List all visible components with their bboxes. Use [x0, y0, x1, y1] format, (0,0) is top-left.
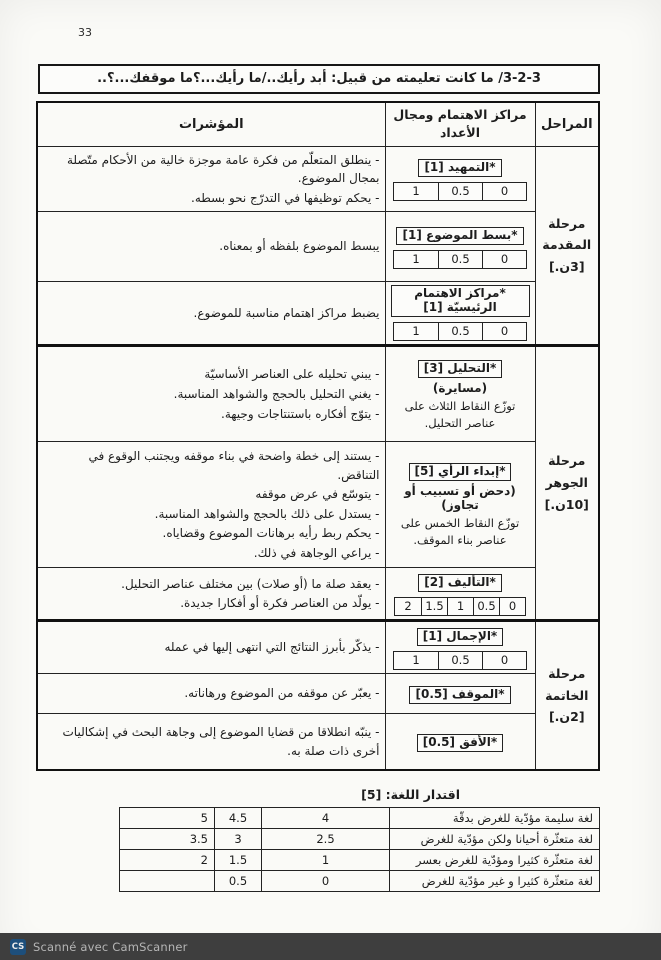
indicator-line: - يغني التحليل بالحجج والشواهد المناسبة.: [173, 386, 380, 401]
table-row: [37, 212, 599, 282]
focus-title: *الموقف [0.5]: [409, 686, 510, 704]
score-cell: 0: [499, 598, 525, 615]
language-section-title: اقتدار اللغة: [5]: [361, 786, 460, 802]
score-cell: 0: [482, 652, 526, 669]
score-scale: [394, 597, 526, 616]
stage-conclusion: مرحلة الخاتمة [2ن.]: [535, 621, 599, 770]
table-row: [37, 714, 599, 770]
language-score: 2.5: [262, 828, 390, 849]
score-cell: 0.5: [438, 183, 482, 200]
focus-tahlil: [385, 346, 535, 442]
camscanner-logo-icon: CS: [10, 939, 26, 955]
indicator-line: - يذكّر بأبرز النتائج التي انتهى إليها في عمله: [164, 640, 380, 655]
page-number: 33: [78, 26, 92, 39]
focus-ijmal: [385, 621, 535, 674]
language-level-label: لغة متعثّرة كثيرا ومؤدّية للغرض بعسر: [390, 849, 600, 870]
document-content: [38, 64, 600, 892]
score-scale: [393, 322, 527, 341]
table-row: [37, 442, 599, 568]
camscanner-watermark-text: Scanné avec CamScanner: [33, 939, 188, 954]
focus-title: *مراكز الاهتمام الرئيسيّة [1]: [391, 285, 530, 317]
language-score: 1.5: [215, 849, 262, 870]
focus-title: *بسط الموضوع [1]: [396, 227, 523, 245]
indicators-cell: [37, 674, 385, 714]
table-header-row: [37, 102, 599, 146]
indicator-line: - يبني تحليله على العناصر الأساسيّة: [204, 367, 380, 382]
indicator-line: - يراعي الوجاهة في ذلك.: [253, 545, 380, 560]
score-scale: [393, 651, 527, 670]
score-cell: 1.5: [421, 598, 447, 615]
indicator-line: - يحكم توظيفها في التدرّج نحو بسطه.: [191, 190, 380, 205]
score-cell: 1: [447, 598, 473, 615]
indicator-line: - يحكم ربط رأيه برهانات الموضوع وقضاياه.: [162, 526, 380, 541]
indicator-line: يضبط مراكز اهتمام مناسبة للموضوع.: [193, 305, 380, 320]
focus-marakiz: [385, 282, 535, 346]
language-row: [120, 849, 600, 870]
language-score: 4.5: [215, 807, 262, 828]
focus-detail: توزّع النقاط الثلاث على عناصر التحليل.: [404, 398, 516, 430]
camscanner-watermark-bar: [0, 933, 661, 960]
language-table: [119, 807, 600, 892]
focus-detail: توزّع النقاط الخمس على عناصر بناء الموقف.: [400, 516, 520, 548]
score-cell: 1: [412, 653, 420, 668]
score-cell: 0: [482, 251, 526, 268]
language-level-label: لغة متعثّرة أحيانا ولكن مؤدّية للغرض: [390, 828, 600, 849]
focus-title: *الإجمال [1]: [417, 628, 503, 646]
indicator-line: - ينبّه انطلاقا من قضايا الموضوع إلى وجاهة البحث في إشكاليات أخرى ذات صلة به.: [62, 724, 380, 758]
focus-title: *إبداء الرأي [5]: [409, 463, 512, 481]
rubric-table: [36, 101, 600, 771]
header-focus: مراكز الاهتمام ومجال الأعداد: [385, 102, 535, 146]
indicator-line: - يتوّج أفكاره باستنتاجات وجيهة.: [221, 406, 380, 421]
language-score: 5: [120, 807, 215, 828]
indicators-cell: [37, 442, 385, 568]
indicator-line: - يتوسّع في عرض موقفه: [255, 487, 380, 502]
language-score: 3: [215, 828, 262, 849]
score-cell: 1: [412, 184, 420, 199]
table-row: [37, 674, 599, 714]
table-row: [37, 282, 599, 346]
header-indicators: المؤشرات: [37, 102, 385, 146]
header-stages: المراحل: [535, 102, 599, 146]
focus-title: *التأليف [2]: [418, 574, 502, 592]
focus-ufuq: [385, 714, 535, 770]
focus-title: *التحليل [3]: [418, 360, 502, 378]
indicators-cell: [37, 146, 385, 212]
focus-note: (دحض أو تسبيب أو تجاوز): [404, 484, 516, 513]
score-scale: [393, 250, 527, 269]
language-row: [120, 828, 600, 849]
language-score: 1: [262, 849, 390, 870]
score-cell: 0.5: [473, 598, 499, 615]
table-row: [37, 568, 599, 621]
language-score: 4: [262, 807, 390, 828]
table-row: [37, 346, 599, 442]
indicator-line: يبسط الموضوع بلفظه أو بمعناه.: [219, 239, 380, 254]
indicators-cell: [37, 714, 385, 770]
indicator-line: - يستند إلى خطة واضحة في بناء موقفه ويجتنب الوقوع في التناقض.: [88, 449, 380, 482]
focus-title: *التمهيد [1]: [418, 159, 501, 177]
score-cell: 1: [412, 324, 420, 339]
score-cell: 2: [404, 599, 412, 614]
indicator-line: - يستدل على ذلك بالحجج والشواهد المناسبة.: [154, 506, 380, 521]
language-level-label: لغة سليمة مؤدّية للغرض بدقّة: [390, 807, 600, 828]
score-scale: [393, 182, 527, 201]
focus-note: (مسايرة): [432, 380, 488, 395]
indicators-cell: [37, 346, 385, 442]
score-cell: 0.5: [438, 652, 482, 669]
indicators-cell: [37, 282, 385, 346]
focus-talif: [385, 568, 535, 621]
indicator-line: - ينطلق المتعلّم من فكرة عامة موجزة خالية من الأحكام متّصلة بمجال الموضوع.: [66, 152, 380, 186]
language-score: 0: [262, 870, 390, 891]
language-score: 2: [120, 849, 215, 870]
score-cell: 1: [412, 252, 420, 267]
indicators-cell: [37, 621, 385, 674]
indicators-cell: [37, 568, 385, 621]
language-level-label: لغة متعثّرة كثيرا و غير مؤدّية للغرض: [390, 870, 600, 891]
language-row: [120, 870, 600, 891]
indicator-line: - يولّد من العناصر فكرة أو أفكارا جديدة.: [180, 596, 380, 611]
focus-bast: [385, 212, 535, 282]
score-cell: 0: [482, 323, 526, 340]
score-cell: 0.5: [438, 251, 482, 268]
score-cell: 0: [482, 183, 526, 200]
language-score: [120, 870, 215, 891]
table-row: [37, 621, 599, 674]
rubric-title: 3-2-3/ ما كانت تعليمته من قبيل: أبد رأيك../ما رأيك...؟ما موقفك...؟..: [38, 64, 600, 94]
focus-mawqif: [385, 674, 535, 714]
focus-tamhid: [385, 146, 535, 212]
stage-introduction: مرحلة المقدمة [3ن.]: [535, 146, 599, 346]
score-cell: 0.5: [438, 323, 482, 340]
stage-core: مرحلة الجوهر [10ن.]: [535, 346, 599, 621]
table-row: [37, 146, 599, 212]
language-score: 0.5: [215, 870, 262, 891]
indicator-line: - يعبّر عن موقفه من الموضوع ورهاناته.: [184, 686, 380, 701]
focus-ibda-ray: [385, 442, 535, 568]
language-score: 3.5: [120, 828, 215, 849]
focus-title: *الأفق [0.5]: [417, 734, 503, 752]
language-row: [120, 807, 600, 828]
indicators-cell: [37, 212, 385, 282]
indicator-line: - يعقد صلة ما (أو صلات) بين مختلف عناصر التحليل.: [121, 576, 380, 591]
